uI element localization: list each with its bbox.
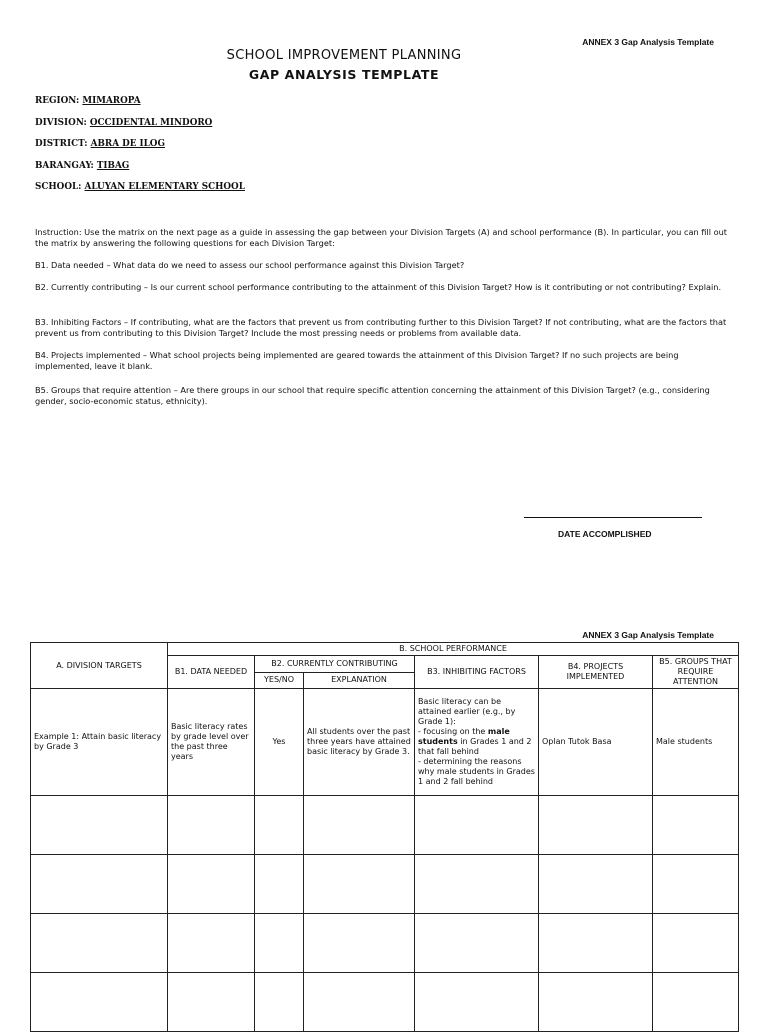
division-value: OCCIDENTAL MINDORO — [89, 118, 213, 128]
signature-line — [524, 517, 702, 518]
instruction-b4: B4. Projects implemented – What school projects being implemented are geared towards the attainment of this Division Target? If no such projects are being implemented, leave it blank. — [35, 350, 679, 371]
barangay-line — [35, 161, 129, 171]
empty-cell[interactable] — [168, 855, 255, 914]
table-row-example — [31, 689, 739, 796]
empty-cell[interactable] — [31, 855, 168, 914]
empty-cell[interactable] — [255, 796, 304, 855]
date-accomplished-label: DATE ACCOMPLISHED — [558, 529, 652, 539]
empty-cell[interactable] — [539, 973, 653, 1032]
empty-cell[interactable] — [31, 796, 168, 855]
empty-cell[interactable] — [653, 973, 739, 1032]
empty-cell[interactable] — [255, 973, 304, 1032]
empty-cell[interactable] — [255, 855, 304, 914]
region-value: MIMAROPA — [82, 96, 141, 106]
header-b1: B1. DATA NEEDED — [168, 656, 255, 689]
inhibiting-intro: Basic literacy can be attained earlier (e.g., by Grade 1): — [418, 697, 516, 726]
empty-cell[interactable] — [415, 914, 539, 973]
empty-cell[interactable] — [653, 914, 739, 973]
cell-data-needed: Basic literacy rates by grade level over the past three years — [168, 689, 255, 796]
table-row — [31, 973, 739, 1032]
district-line — [35, 139, 165, 149]
inhibiting-focus-post: in Grades 1 and 2 that fall behind — [418, 737, 532, 756]
empty-cell[interactable] — [415, 973, 539, 1032]
gap-analysis-table — [30, 642, 739, 1032]
cell-explanation: All students over the past three years have attained basic literacy by Grade 3. — [304, 689, 415, 796]
header-b4: B4. PROJECTS IMPLEMENTED — [539, 656, 653, 689]
table-header-row-1 — [31, 643, 739, 656]
empty-cell[interactable] — [304, 796, 415, 855]
barangay-value: TIBAG — [96, 161, 130, 171]
header-b5: B5. GROUPS THAT REQUIRE ATTENTION — [653, 656, 739, 689]
instruction-b3: B3. Inhibiting Factors – If contributing, what are the factors that prevent us from contributing further to this Division Target? If not contributing, what are the factors that prevent us from contributing to this Division Target? Include the most pressing needs or problems from available data. — [35, 317, 727, 338]
school-line — [35, 182, 245, 192]
empty-cell[interactable] — [539, 855, 653, 914]
region-line — [35, 96, 141, 106]
header-b2-yesno: YES/NO — [255, 672, 304, 689]
district-label: DISTRICT: — [35, 139, 88, 149]
header-b2: B2. CURRENTLY CONTRIBUTING — [255, 656, 415, 673]
instruction-b1: B1. Data needed – What data do we need to assess our school performance against this Division Target? — [35, 260, 465, 270]
header-b3: B3. INHIBITING FACTORS — [415, 656, 539, 689]
empty-cell[interactable] — [304, 973, 415, 1032]
empty-cell[interactable] — [304, 855, 415, 914]
instruction-b2: B2. Currently contributing – Is our current school performance contributing to the attainment of this Division Target? How is it contributing or not contributing? Explain. — [35, 282, 722, 292]
inhibiting-focus-bold: male students — [418, 727, 510, 746]
page-title: SCHOOL IMPROVEMENT PLANNING — [226, 48, 462, 63]
division-label: DIVISION: — [35, 118, 87, 128]
header-division-targets: A. DIVISION TARGETS — [31, 643, 168, 689]
instruction-b5: B5. Groups that require attention – Are there groups in our school that require specific attention concerning the attainment of this Division Target? (e.g., considering gender, socio-economic status, ethnicity). — [35, 385, 710, 406]
cell-inhibiting-factors — [415, 689, 539, 796]
empty-cell[interactable] — [31, 973, 168, 1032]
empty-cell[interactable] — [539, 796, 653, 855]
empty-cell[interactable] — [415, 796, 539, 855]
empty-cell[interactable] — [255, 914, 304, 973]
cell-target: Example 1: Attain basic literacy by Grade 3 — [31, 689, 168, 796]
school-value: ALUYAN ELEMENTARY SCHOOL — [84, 182, 245, 192]
page-subtitle: GAP ANALYSIS TEMPLATE — [248, 67, 440, 82]
empty-cell[interactable] — [653, 855, 739, 914]
empty-cell[interactable] — [415, 855, 539, 914]
inhibiting-focus — [418, 727, 535, 757]
barangay-label: BARANGAY: — [35, 161, 94, 171]
instruction-intro: Instruction: Use the matrix on the next page as a guide in assessing the gap between your Division Targets (A) and school performance (B). In particular, you can fill out the matrix by answering the following questions for each Division Target: — [35, 227, 728, 248]
district-value: ABRA DE ILOG — [90, 139, 165, 149]
cell-yes-no: Yes — [255, 689, 304, 796]
empty-cell[interactable] — [653, 796, 739, 855]
region-label: REGION: — [35, 96, 80, 106]
empty-cell[interactable] — [539, 914, 653, 973]
table-row — [31, 855, 739, 914]
table-row — [31, 914, 739, 973]
table-row — [31, 796, 739, 855]
inhibiting-reasons: - determining the reasons why male students in Grades 1 and 2 fall behind — [418, 757, 535, 786]
cell-projects: Oplan Tutok Basa — [539, 689, 653, 796]
cell-groups: Male students — [653, 689, 739, 796]
empty-cell[interactable] — [168, 796, 255, 855]
annex-label: ANNEX 3 Gap Analysis Template — [582, 37, 714, 47]
empty-cell[interactable] — [304, 914, 415, 973]
division-line — [35, 118, 212, 128]
header-b2-explanation: EXPLANATION — [304, 672, 415, 689]
empty-cell[interactable] — [31, 914, 168, 973]
empty-cell[interactable] — [168, 914, 255, 973]
empty-cell[interactable] — [168, 973, 255, 1032]
annex-label-table: ANNEX 3 Gap Analysis Template — [582, 630, 714, 640]
inhibiting-focus-pre: - focusing on the — [418, 727, 488, 736]
school-label: SCHOOL: — [35, 182, 82, 192]
header-school-performance: B. SCHOOL PERFORMANCE — [168, 643, 739, 656]
